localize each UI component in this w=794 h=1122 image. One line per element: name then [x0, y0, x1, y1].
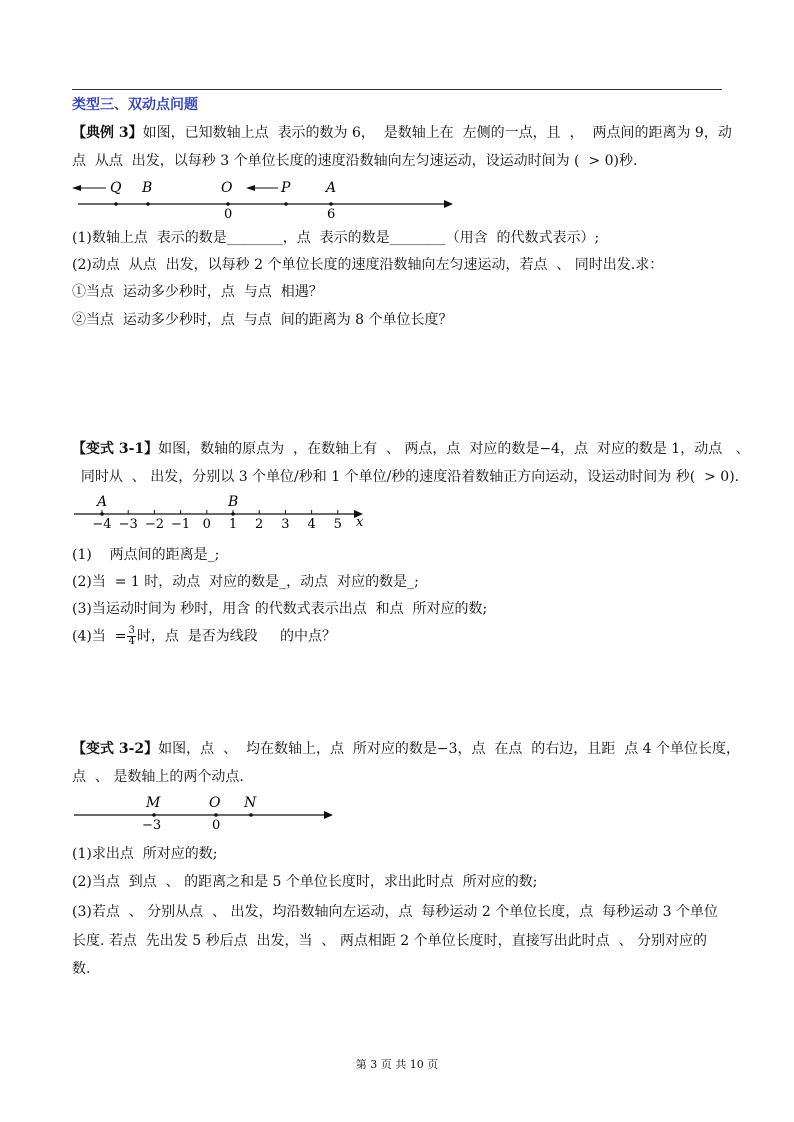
v32-q3c: 数. — [72, 961, 91, 977]
ex3-q2a: ①当点 运动多少秒时，点 与点 相遇？ — [72, 284, 323, 300]
v31-tick-label: −3 — [118, 517, 138, 532]
ex3-line1 — [72, 124, 732, 142]
ex3-label-o: O — [221, 180, 233, 196]
ex3-number-line — [72, 176, 472, 222]
v32-tick-0: 0 — [212, 818, 221, 833]
v32-label-n: N — [244, 795, 257, 811]
ex3-label-b: B — [142, 180, 153, 196]
v31-q4-pre: (4)当 = — [72, 628, 127, 645]
v31-tick-label: −1 — [171, 517, 191, 532]
v31-q4-num: 3 — [128, 625, 135, 636]
ex3-label-a: A — [326, 180, 337, 196]
v31-q1: (1) 两点间的距离是_; — [72, 547, 220, 563]
v31-label-a: A — [97, 494, 108, 510]
ex3-q1: (1)数轴上点 表示的数是________，点 表示的数是________（用含 的代数式表示）; — [72, 230, 600, 246]
v31-q4-den: 4 — [128, 636, 135, 647]
v31-line2: 同时从 、 出发，分别以 3 个单位/秒和 1 个单位/秒的速度沿着数轴正方向运动，设运动时间为 秒( > 0). — [72, 469, 740, 485]
v32-number-line — [72, 795, 352, 835]
v31-tick-label: 0 — [202, 517, 211, 532]
ex3-label-q: Q — [110, 180, 122, 196]
ex3-q2b: ②当点 运动多少秒时，点 与点 间的距离为 8 个单位长度？ — [72, 312, 453, 328]
ex3-tick-6: 6 — [327, 207, 336, 222]
v31-tick-label: 2 — [255, 517, 264, 532]
v31-label-b: B — [228, 494, 239, 510]
ex3-tag: 【典例 3】 — [72, 125, 143, 141]
v32-line1-text: 如图，点 、 均在数轴上，点 所对应的数是−3，点 在点 的右边，且距 点 4 个单位长度， — [158, 741, 741, 757]
v31-line1 — [72, 440, 750, 458]
section-title: 类型三、双动点问题 — [72, 97, 198, 113]
v31-number-line — [72, 494, 392, 534]
ex3-tick-0: 0 — [224, 207, 233, 222]
v31-q4-fraction — [127, 626, 135, 647]
page-footer: 第 3 页 共 10 页 — [355, 1058, 439, 1071]
ex3-line1-text: 如图，已知数轴上点 表示的数为 6， 是数轴上在 左侧的一点，且 ， 两点间的距离为 9，动 — [142, 125, 732, 141]
v32-line2: 点 、 是数轴上的两个动点. — [72, 769, 244, 785]
v32-label-o: O — [209, 795, 221, 811]
v31-tick-label: −2 — [144, 517, 164, 532]
v31-q2: (2)当 = 1 时，动点 对应的数是_，动点 对应的数是_; — [72, 574, 419, 590]
v32-q3b: 长度. 若点 先出发 5 秒后点 出发，当 、 两点相距 2 个单位长度时，直接写出此时点 、 分别对应的 — [72, 933, 708, 949]
v32-q2: (2)当点 到点 、 的距离之和是 5 个单位长度时，求出此时点 所对应的数; — [72, 874, 538, 890]
v31-tick-label: 5 — [333, 517, 342, 532]
v32-q3a: (3)若点 、 分别从点 、 出发，均沿数轴向左运动，点 每秒运动 2 个单位长度，点 每秒运动 3 个单位 — [72, 904, 718, 920]
v31-tick-label: −4 — [92, 517, 112, 532]
ex3-line2: 点 从点 出发，以每秒 3 个单位长度的速度沿数轴向左匀速运动，设运动时间为 ( > 0)秒. — [72, 153, 638, 169]
v32-tick-neg3: −3 — [142, 818, 162, 833]
v31-tick-label: 4 — [307, 517, 316, 532]
v31-q3: (3)当运动时间为 秒时，用含 的代数式表示出点 和点 所对应的数; — [72, 601, 488, 617]
v32-q1: (1)求出点 所对应的数; — [72, 846, 218, 862]
header-rule — [72, 89, 722, 90]
v32-label-m: M — [146, 795, 161, 811]
v31-x-label: x — [356, 515, 364, 530]
v31-tick-label: 1 — [228, 517, 238, 532]
v32-tag: 【变式 3-2】 — [72, 741, 159, 757]
v31-q4 — [72, 626, 336, 647]
v31-tick-label: 3 — [281, 517, 290, 532]
ex3-label-p: P — [281, 180, 291, 196]
v31-q4-post: 时，点 是否为线段 的中点？ — [136, 628, 336, 645]
v31-line1-text: 如图，数轴的原点为 ，在数轴上有 、 两点，点 对应的数是−4，点 对应的数是 1，动点 、 — [158, 441, 750, 457]
ex3-q2: (2)动点 从点 出发，以每秒 2 个单位长度的速度沿数轴向左匀速运动，若点 、 同时出发.求： — [72, 257, 664, 273]
v32-line1 — [72, 740, 740, 758]
v31-tag: 【变式 3-1】 — [72, 441, 159, 457]
